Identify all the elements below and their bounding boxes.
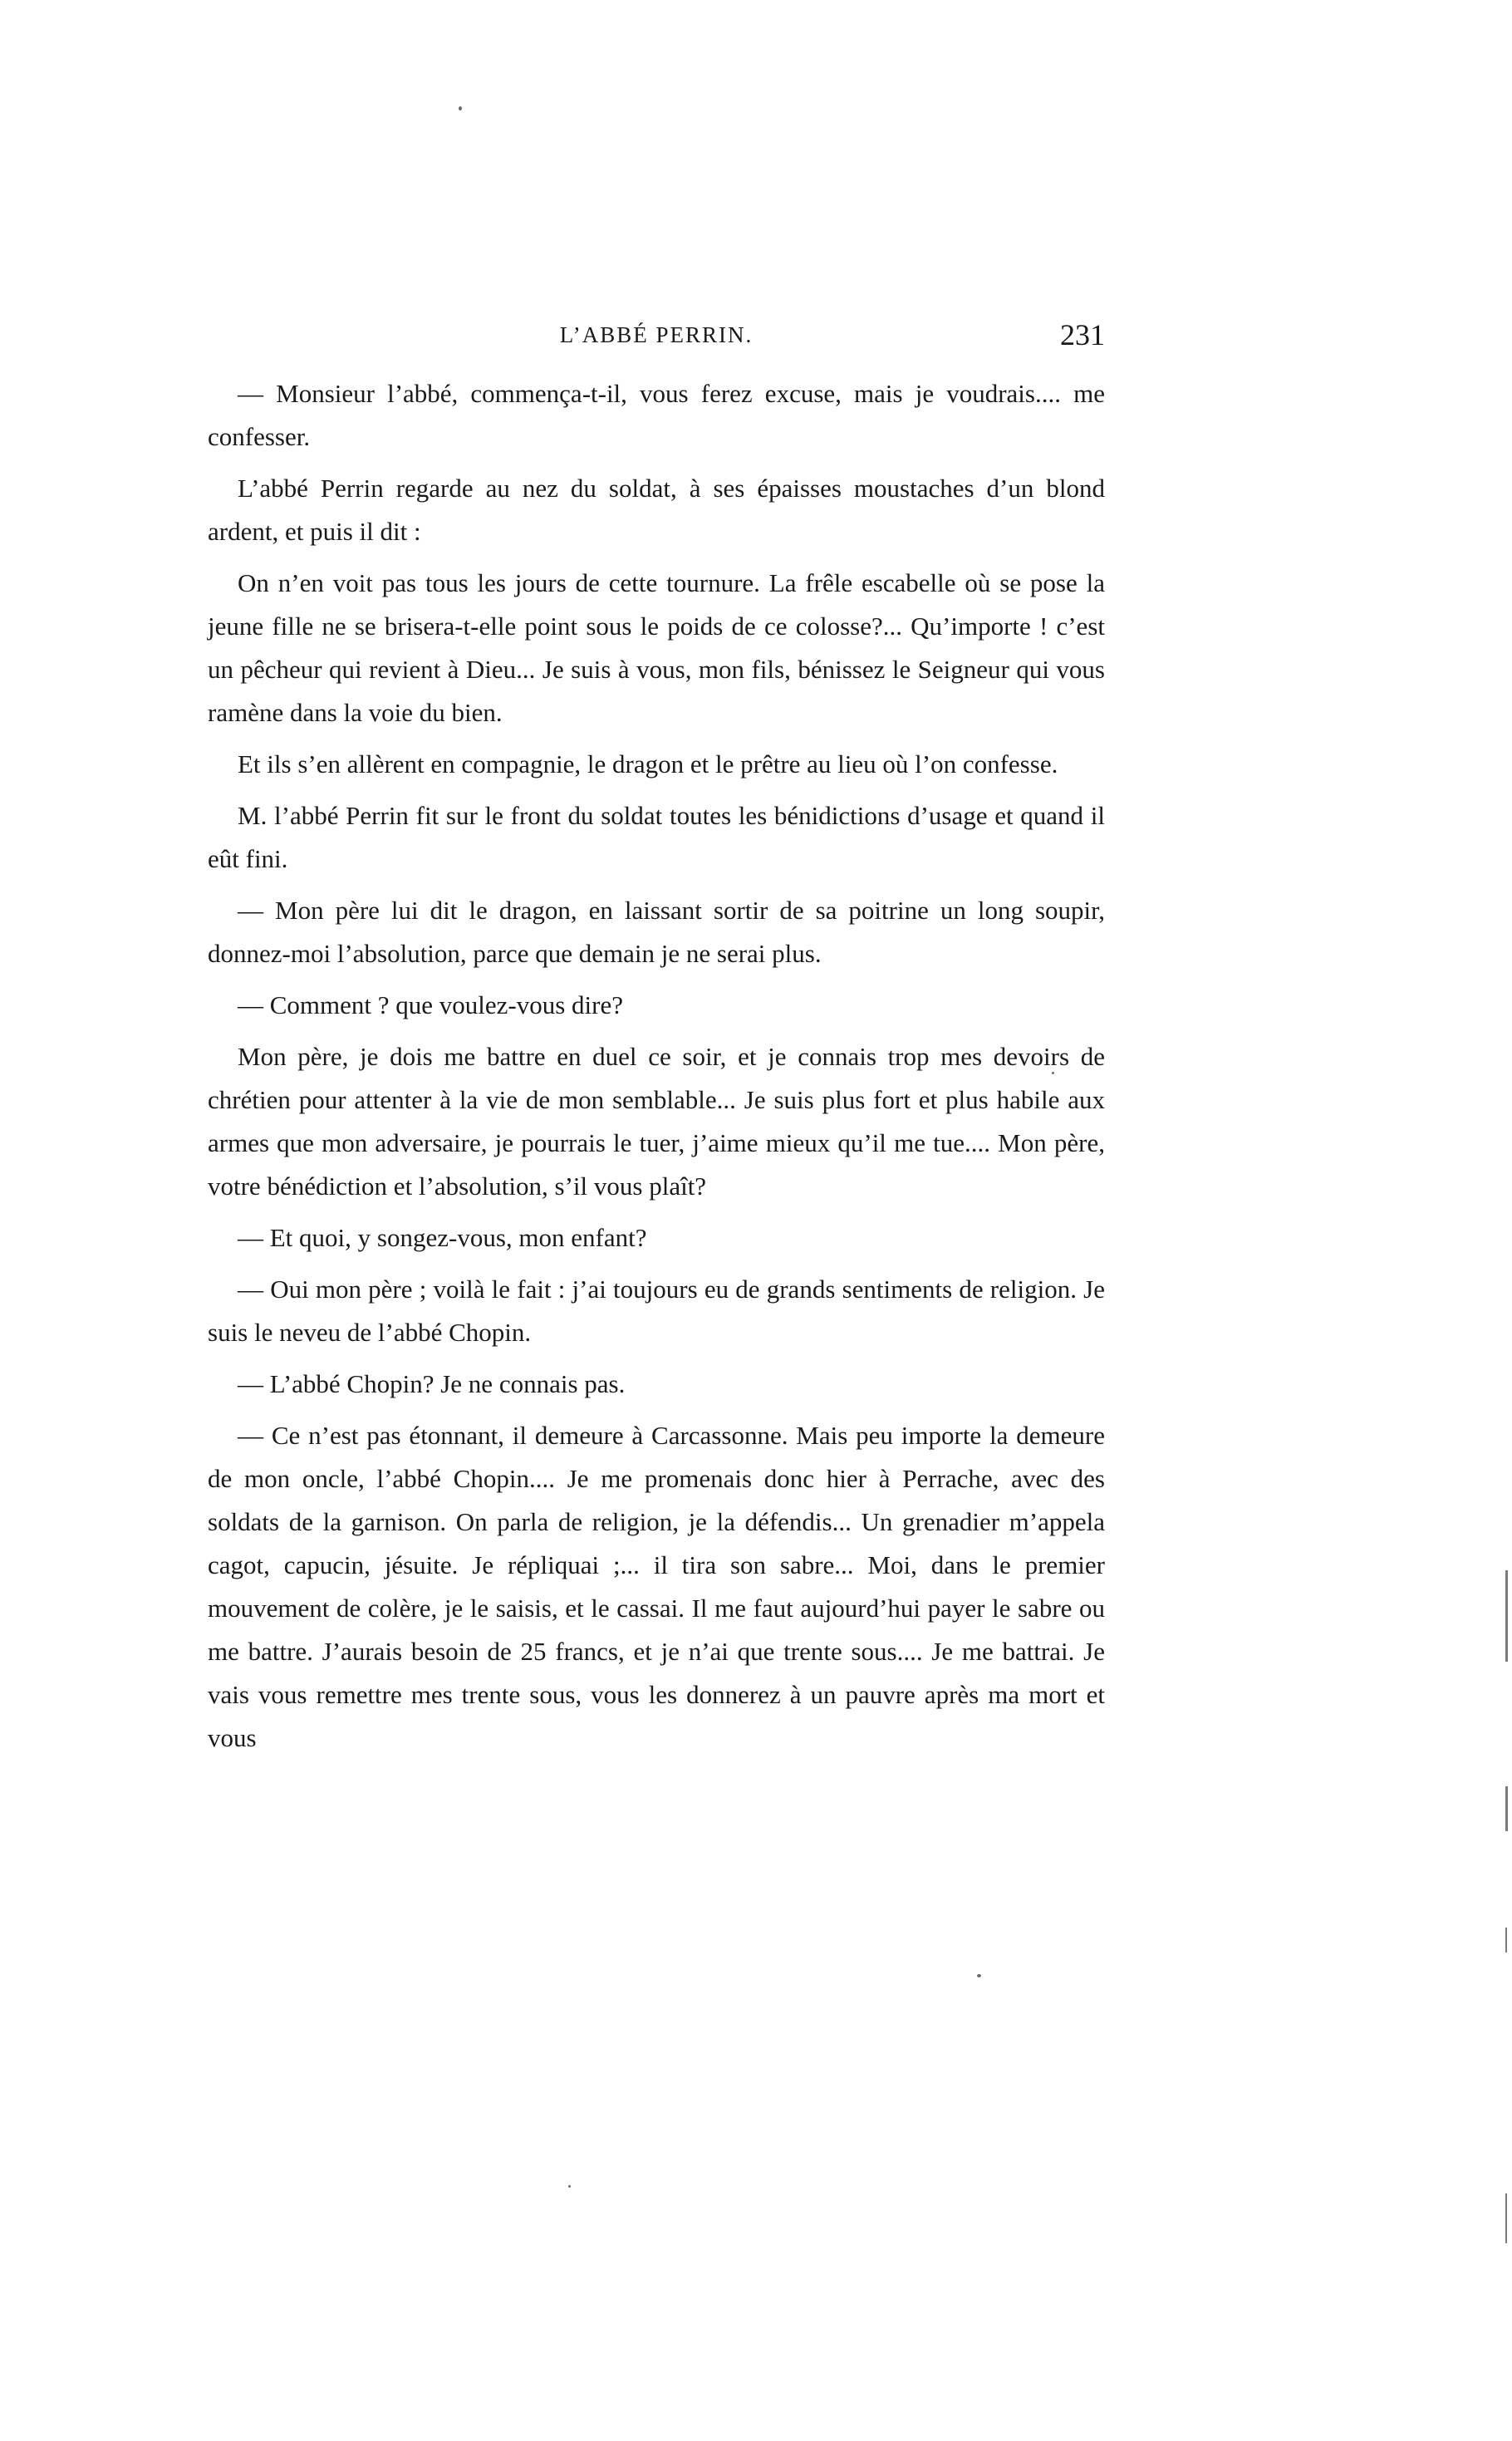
paragraph: — Monsieur l’abbé, commença-t-il, vous ferez excuse, mais je voudrais.... me confesser. <box>208 379 1105 451</box>
scan-edge-mark <box>1505 1928 1507 1952</box>
paragraph: M. l’abbé Perrin fit sur le front du soldat toutes les bénidictions d’usage et quand il eût fini. <box>208 801 1105 873</box>
paragraph: — Mon père lui dit le dragon, en laissant sortir de sa poitrine un long soupir, donnez-moi l’absolution, parce que demain je ne serai plus. <box>208 896 1105 968</box>
paragraph: — Comment ? que voulez-vous dire? <box>238 990 624 1019</box>
scan-edge-mark <box>1505 1570 1508 1662</box>
scan-speck <box>1052 1072 1054 1074</box>
scan-edge-mark <box>1505 1786 1508 1831</box>
paragraph: — L’abbé Chopin? Je ne connais pas. <box>238 1369 626 1398</box>
scan-edge-mark <box>1505 2193 1507 2243</box>
scan-speck <box>977 1974 981 1977</box>
scan-speck <box>568 2185 571 2188</box>
paragraph: — Oui mon père ; voilà le fait : j’ai toujours eu de grands sentiments de religion. Je suis le neveu de l’abbé Chopin. <box>208 1275 1105 1347</box>
paragraph: — Et quoi, y songez-vous, mon enfant? <box>238 1223 647 1252</box>
page-header <box>208 317 1105 367</box>
running-title: L’ABBÉ PERRIN. <box>559 322 754 347</box>
paragraph: — Ce n’est pas étonnant, il demeure à Carcassonne. Mais peu importe la demeure de mon oncle, l’abbé Chopin.... Je me promenais donc hier à Perrache, avec des soldats de la garnison. On parla de religion, je la défendis... Un grenadier m’appela cagot, capucin, jésuite. Je répliquai ;... il tira son sabre... Moi, dans le premier mouvement de colère, je le saisis, et le cassai. Il me faut aujourd’hui payer le sabre ou me battre. J’aurais besoin de 25 francs, et je n’ai que trente sous.... Je me battrai. Je vais vous remettre mes trente sous, vous les donnerez à un pauvre après ma mort et vous <box>208 1421 1105 1752</box>
paragraph: On n’en voit pas tous les jours de cette tournure. La frêle escabelle où se pose la jeune fille ne se brisera-t-elle point sous le poids de ce colosse?... Qu’importe ! c’est un pêcheur qui revient à Dieu... Je suis à vous, mon fils, bénissez le Seigneur qui vous ramène dans la voie du bien. <box>208 568 1105 727</box>
page-number: 231 <box>1060 318 1105 351</box>
paragraph: Mon père, je dois me battre en duel ce soir, et je connais trop mes devoirs de chrétien pour attenter à la vie de mon semblable... Je suis plus fort et plus habile aux armes que mon adversaire, je pourrais le tuer, j’aime mieux qu’il me tue.... Mon père, votre bénédiction et l’absolution, s’il vous plaît? <box>208 1042 1105 1201</box>
paragraph: Et ils s’en allèrent en compagnie, le dragon et le prêtre au lieu où l’on confesse. <box>238 749 1058 778</box>
paragraph: L’abbé Perrin regarde au nez du soldat, à ses épaisses moustaches d’un blond ardent, et puis il dit : <box>208 474 1105 546</box>
scan-speck <box>459 106 462 111</box>
body-text <box>208 372 1105 1768</box>
